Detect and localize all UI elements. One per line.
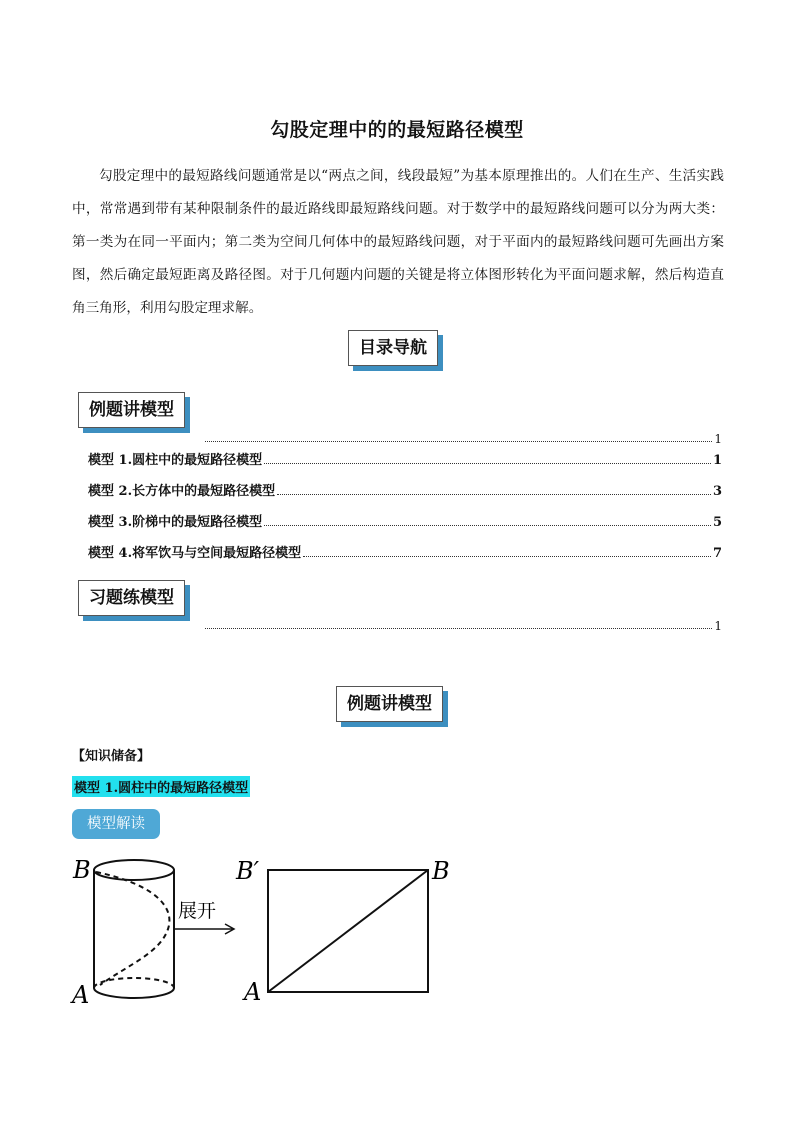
toc-item[interactable]	[88, 510, 722, 530]
toc-section-examples-leader[interactable]	[205, 426, 722, 446]
label-a-rect: A	[244, 978, 262, 1006]
intro-paragraph: 勾股定理中的最短路线问题通常是以“两点之间，线段最短”为基本原理推出的。人们在生产、生活实践中，常常遇到带有某种限制条件的最近路线即最短路线问题。对于数学中的最短路线问题可以分为两大类：第一类为在同一平面内；第二类为空间几何体中的最短路线问题，对于平面内的最短路线问题可先画出方案图，然后确定最短距离及路径图。对于几何题内问题的关键是将立体图形转化为平面问题求解，然后构造直角三角形，利用勾股定理求解。	[72, 168, 724, 316]
toc-page-number: 5	[712, 515, 722, 530]
knowledge-label: 【知识储备】	[72, 749, 151, 764]
label-a: A	[72, 981, 90, 1009]
dot-leader	[205, 628, 712, 629]
dot-leader	[303, 556, 711, 557]
cylinder-unfold-figure	[0, 845, 794, 1020]
toc-item[interactable]	[88, 479, 722, 499]
cylinder-shape	[94, 860, 174, 998]
dot-leader	[205, 441, 712, 442]
toc-section-exercises-leader[interactable]	[205, 613, 722, 633]
toc-item[interactable]	[88, 541, 722, 561]
document-title: 勾股定理中的的最短路径模型	[270, 119, 524, 141]
dot-leader	[264, 525, 711, 526]
toc-item-label: 模型 1.圆柱中的最短路径模型	[88, 453, 263, 468]
toc-page-number: 1	[712, 453, 722, 468]
section-heading: 例题讲模型	[336, 686, 443, 722]
dot-leader	[277, 494, 711, 495]
toc-section-exercises[interactable]: 习题练模型	[78, 580, 185, 616]
toc-page-number: 1	[714, 619, 722, 633]
toc-page-number: 7	[712, 546, 722, 561]
toc-item-label: 模型 2.长方体中的最短路径模型	[88, 484, 276, 499]
unfold-label: 展开	[178, 900, 217, 922]
dot-leader	[264, 463, 711, 464]
model-interpretation-badge: 模型解读	[72, 809, 160, 839]
label-b-rect: B	[432, 857, 450, 885]
toc-item-label: 模型 3.阶梯中的最短路径模型	[88, 515, 263, 530]
toc-page-number: 3	[712, 484, 722, 499]
toc-heading: 目录导航	[348, 330, 438, 366]
unfolded-rectangle	[268, 870, 428, 992]
toc-item-label: 模型 4.将军饮马与空间最短路径模型	[88, 546, 302, 561]
arrow-icon	[174, 924, 234, 934]
toc-item[interactable]	[88, 448, 722, 468]
toc-page-number: 1	[714, 432, 722, 446]
model-title-highlight: 模型 1.圆柱中的最短路径模型	[72, 776, 250, 797]
label-b-prime: B′	[236, 857, 260, 885]
label-b: B	[73, 856, 91, 884]
toc-section-examples[interactable]: 例题讲模型	[78, 392, 185, 428]
